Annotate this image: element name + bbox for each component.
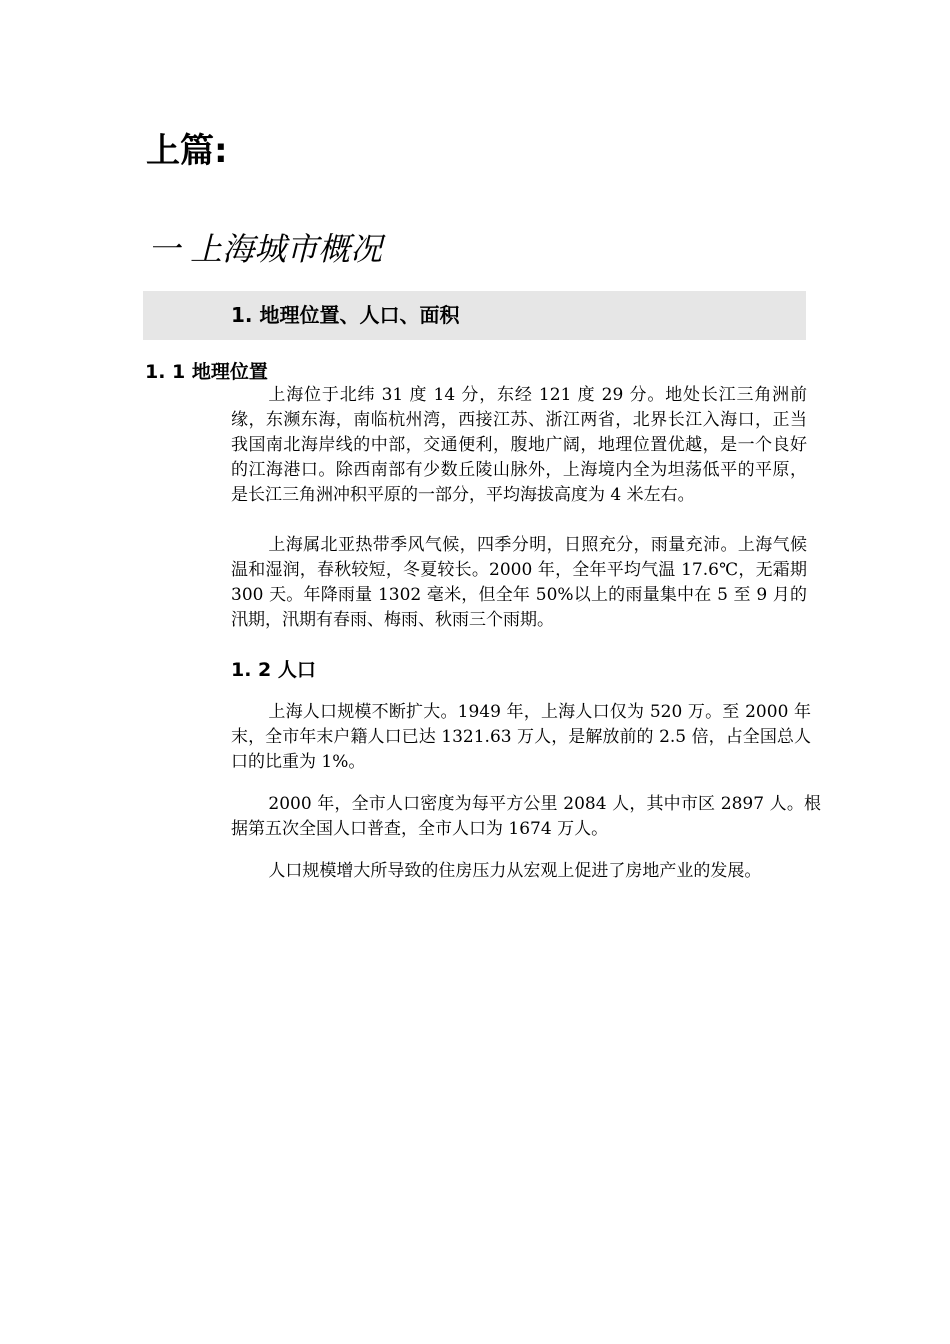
paragraph-housing-pressure: 人口规模增大所导致的住房压力从宏观上促进了房地产业的发展。: [268, 861, 762, 881]
paragraph-population-density: 2000 年，全市人口密度为每平方公里 2084 人，其中市区 2897 人。根据第五次全国人口普查，全市人口为 1674 万人。: [231, 794, 821, 839]
part-title: 上篇:: [146, 131, 228, 171]
subsection-title-location: 1. 1 地理位置: [145, 361, 268, 383]
section-title: 1. 地理位置、人口、面积: [231, 303, 460, 327]
section-heading-band: [143, 291, 806, 340]
chapter-title: 一 上海城市概况: [148, 230, 383, 268]
paragraph-location: 上海位于北纬 31 度 14 分，东经 121 度 29 分。地处长江三角洲前缘，东濒东海，南临杭州湾，西接江苏、浙江两省，北界长江入海口，正当我国南北海岸线的中部，交通便利，腹地广阔，地理位置优越，是一个良好的江海港口。除西南部有少数丘陵山脉外，上海境内全为坦荡低平的平原，是长江三角洲冲积平原的一部分，平均海拔高度为 4 米左右。: [231, 385, 807, 505]
subsection-title-population: 1. 2 人口: [231, 659, 316, 681]
paragraph-climate: 上海属北亚热带季风气候，四季分明，日照充分，雨量充沛。上海气候温和湿润，春秋较短，冬夏较长。2000 年，全年平均气温 17.6℃，无霜期 300 天。年降雨量 1302 毫米，但全年 50%以上的雨量集中在 5 至 9 月的汛期，汛期有春雨、梅雨、秋雨三个雨期。: [231, 535, 807, 630]
paragraph-population-growth: 上海人口规模不断扩大。1949 年，上海人口仅为 520 万。至 2000 年末，全市年末户籍人口已达 1321.63 万人，是解放前的 2.5 倍，占全国总人口的比重为 1%。: [231, 702, 811, 772]
